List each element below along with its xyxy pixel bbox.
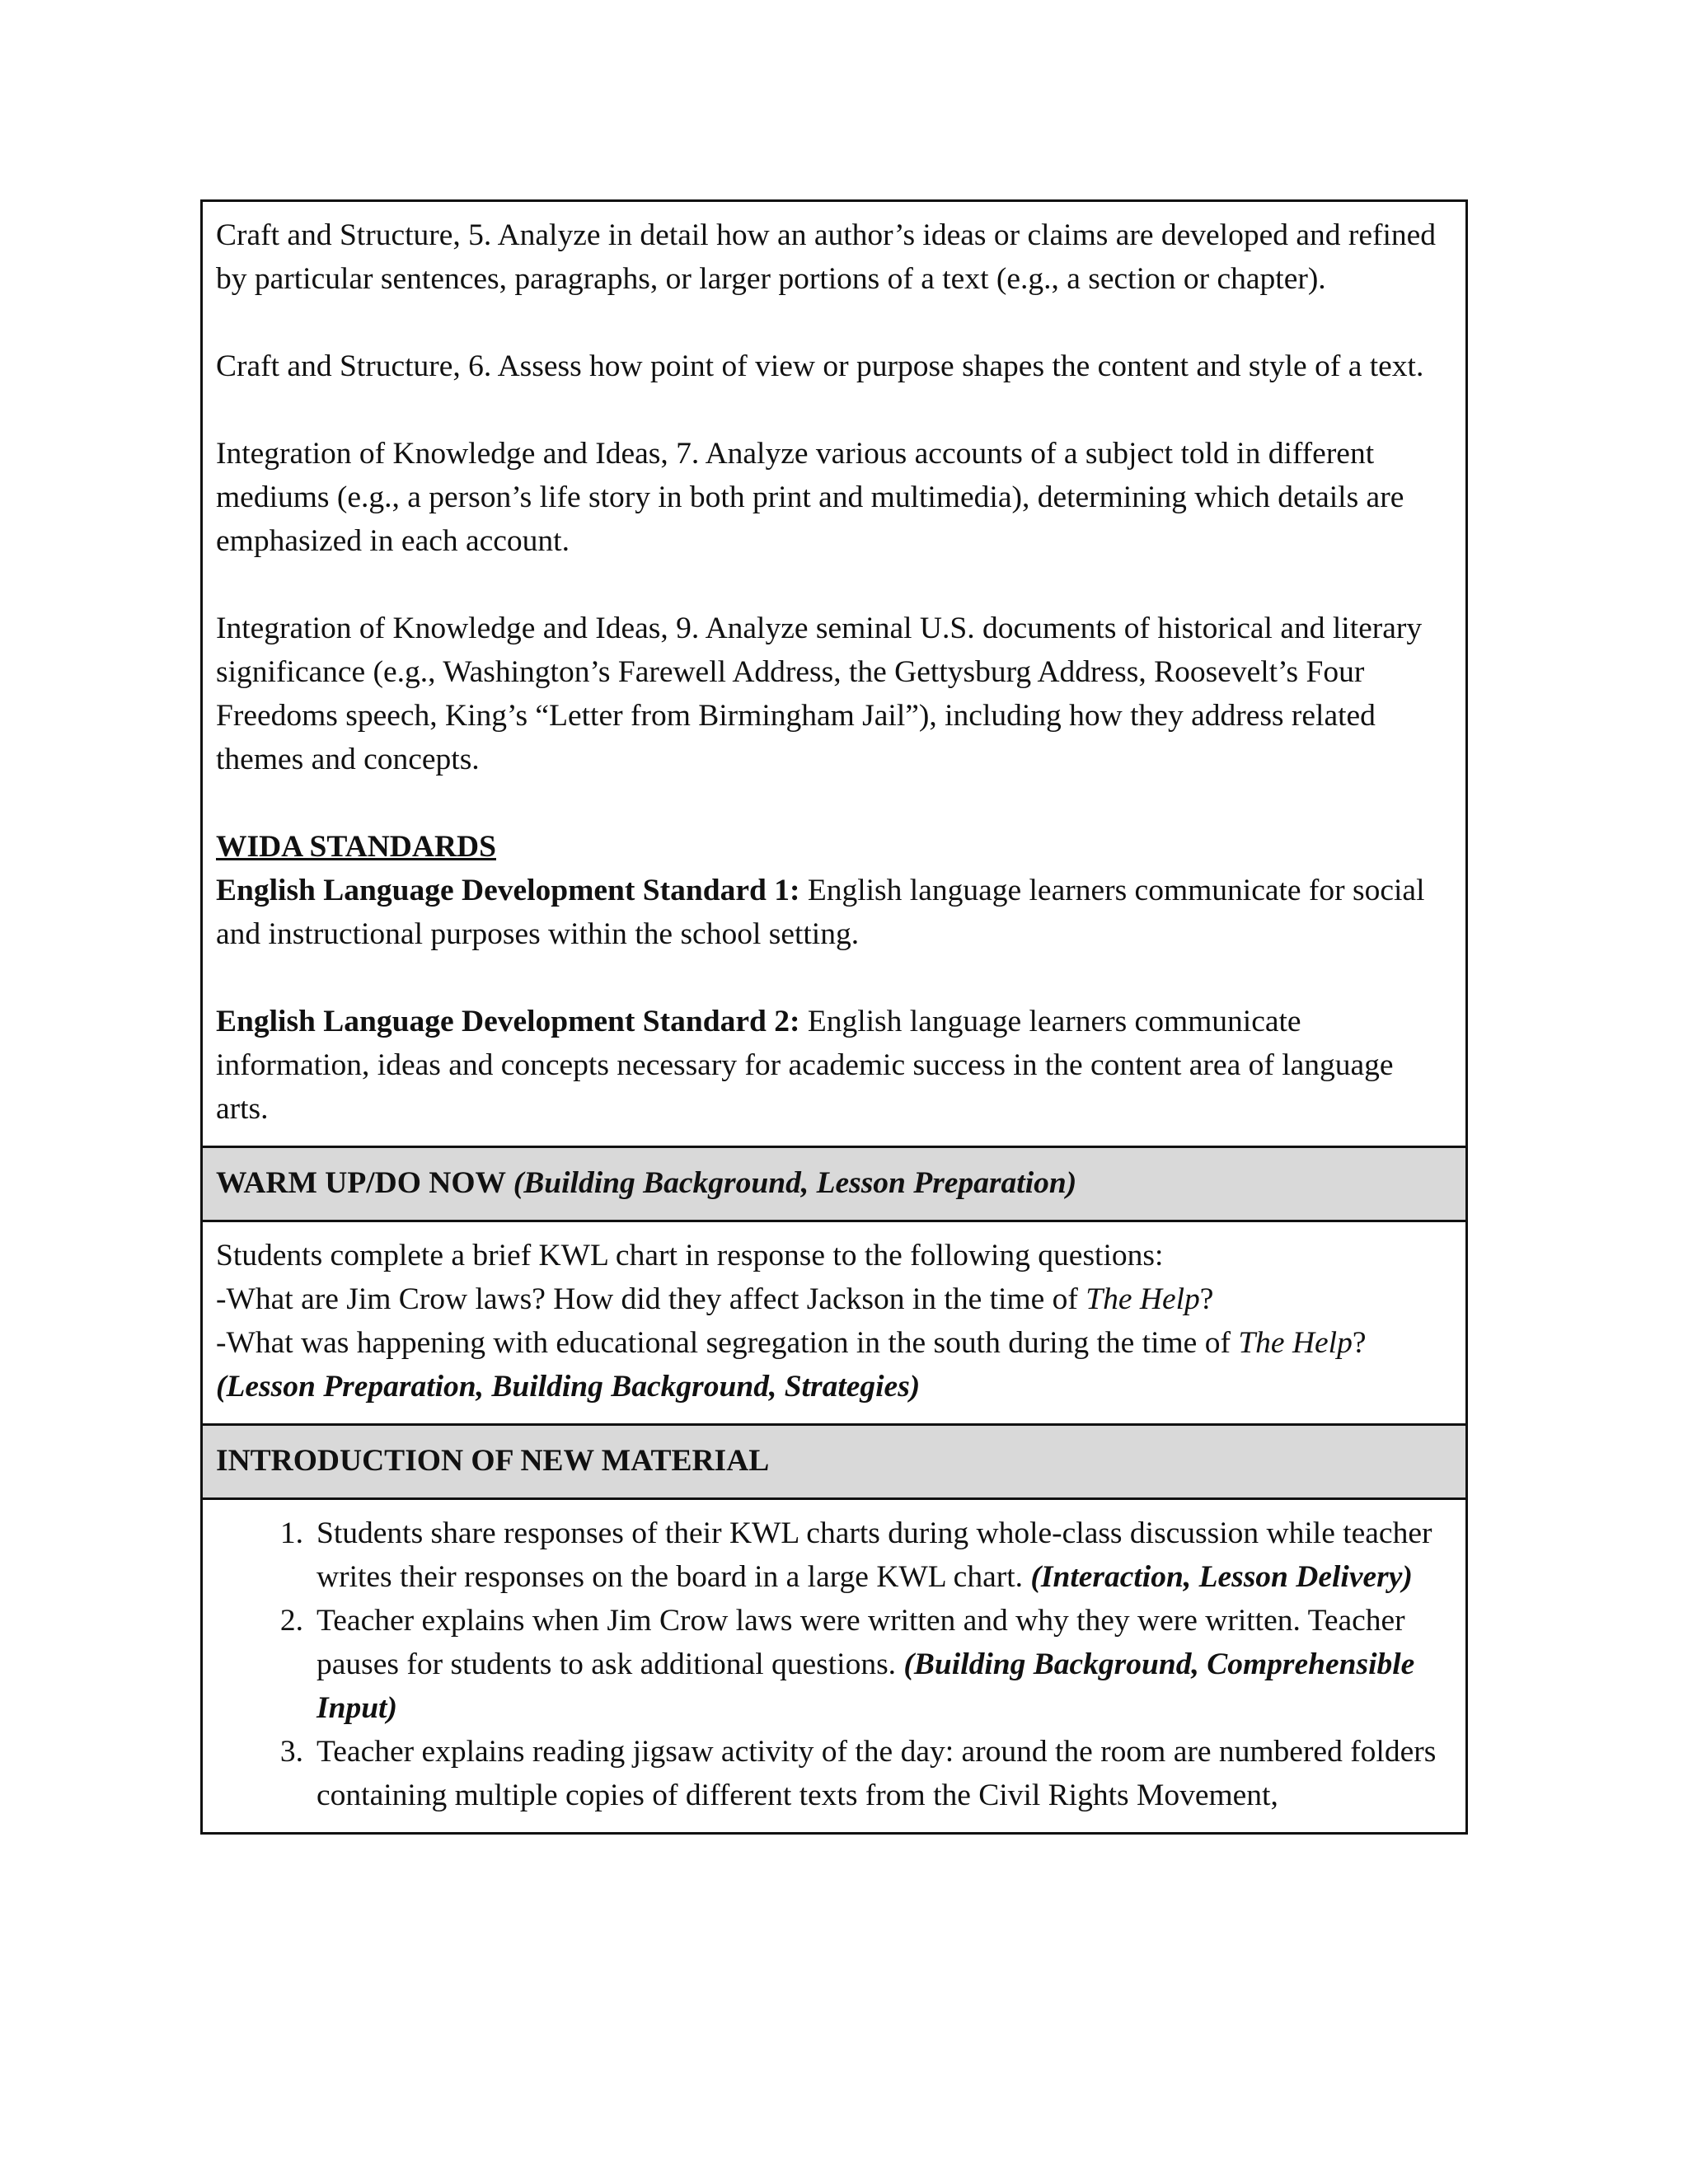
standard-paragraph: Integration of Knowledge and Ideas, 7. Analyze various accounts of a subject told in different mediums (e.g., a person’s life story in both print and multimedia), determining which details are emphasized in each account. xyxy=(216,437,1404,558)
warmup-question-1 xyxy=(216,1277,1452,1321)
standard-paragraph: Craft and Structure, 6. Assess how point of view or purpose shapes the content and style of a text. xyxy=(216,349,1424,383)
step-text: Students share responses of their KWL charts during whole-class discussion while teacher writes their responses on the board in a large KWL chart. xyxy=(316,1516,1432,1594)
standard-paragraph: Craft and Structure, 5. Analyze in detail how an author’s ideas or claims are developed and refined by particular sentences, paragraphs, or larger portions of a text (e.g., a section or chapter). xyxy=(216,218,1437,296)
standards-cell xyxy=(203,202,1465,1146)
step-text: Teacher explains reading jigsaw activity of the day: around the room are numbered folders containing multiple copies of different texts from the Civil Rights Movement, xyxy=(316,1735,1437,1812)
wida-standard-2 xyxy=(216,1000,1452,1131)
warmup-body xyxy=(203,1220,1465,1423)
lesson-plan-table xyxy=(200,199,1468,1835)
wida-standard-text: English language learners communicate for social and instructional purposes within the school setting. xyxy=(216,874,1425,951)
book-title: The Help xyxy=(1238,1326,1353,1360)
step-tags: (Interaction, Lesson Delivery) xyxy=(1030,1560,1413,1594)
wida-heading: WIDA STANDARDS xyxy=(216,830,496,864)
question-text: -What was happening with educational segregation in the south during the time of xyxy=(216,1326,1239,1360)
warmup-question-2 xyxy=(216,1321,1452,1365)
intro-material-title: INTRODUCTION OF NEW MATERIAL xyxy=(216,1444,770,1478)
step-number: 3. xyxy=(279,1735,303,1769)
warmup-tags: (Lesson Preparation, Building Background, Strategies) xyxy=(216,1370,921,1404)
question-mark: ? xyxy=(1199,1282,1214,1316)
question-mark: ? xyxy=(1352,1326,1367,1360)
intro-material-body xyxy=(203,1497,1465,1832)
list-item xyxy=(216,1730,1452,1817)
question-text: -What are Jim Crow laws? How did they affect Jackson in the time of xyxy=(216,1282,1086,1316)
list-item xyxy=(216,1511,1452,1599)
wida-standard-label: English Language Development Standard 1: xyxy=(216,874,800,907)
wida-standard-label: English Language Development Standard 2: xyxy=(216,1005,800,1038)
warmup-header xyxy=(203,1146,1465,1220)
step-tags: (Building Background, Comprehensible Input) xyxy=(316,1647,1415,1725)
intro-material-header xyxy=(203,1423,1465,1497)
warmup-title-tags: (Building Background, Lesson Preparation) xyxy=(513,1166,1077,1200)
list-item xyxy=(216,1599,1452,1730)
steps-list xyxy=(216,1511,1452,1817)
warmup-intro: Students complete a brief KWL chart in response to the following questions: xyxy=(216,1239,1164,1272)
step-number: 1. xyxy=(279,1516,303,1550)
warmup-title: WARM UP/DO NOW xyxy=(216,1166,513,1200)
step-number: 2. xyxy=(279,1604,303,1638)
wida-standard-1 xyxy=(216,869,1452,956)
book-title: The Help xyxy=(1085,1282,1200,1316)
standard-paragraph: Integration of Knowledge and Ideas, 9. Analyze seminal U.S. documents of historical and literary significance (e.g., Washington’s Farewell Address, the Gettysburg Address, Roosevelt’s Four Freedoms speech, King’s “Letter from Birmingham Jail”), including how they address related themes and concepts. xyxy=(216,612,1423,776)
wida-standard-text: English language learners communicate information, ideas and concepts necessary for academic success in the content area of language arts. xyxy=(216,1005,1394,1126)
step-text: Teacher explains when Jim Crow laws were written and why they were written. Teacher pauses for students to ask additional questions. xyxy=(316,1604,1405,1681)
